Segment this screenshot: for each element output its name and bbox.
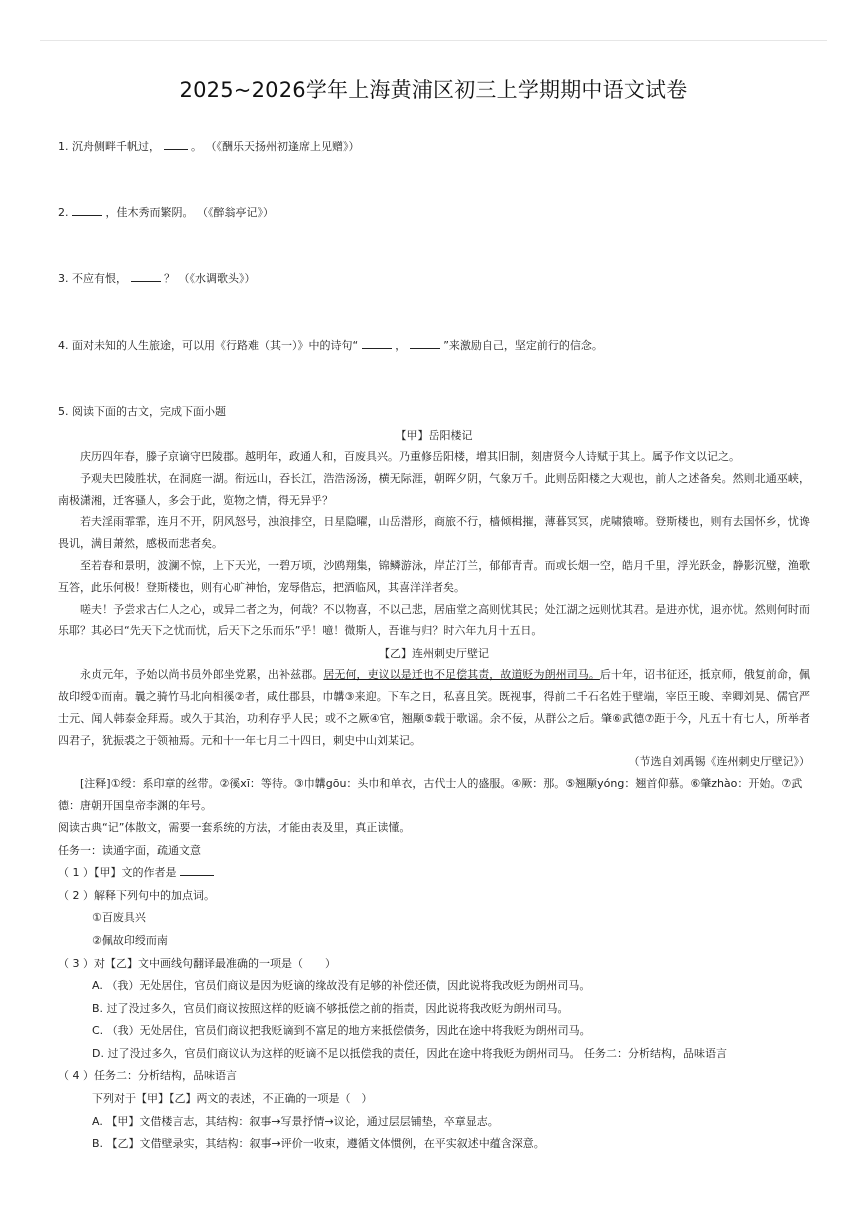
question-3: 3. 不应有恨， ？ （《水调歌头》）: [58, 272, 256, 285]
passage-paragraph: 永贞元年，予始以尚书员外郎坐党累，出补兹郡。居无何，吏议以是迁也不足偿其责，故道贬为朗州司马。后十年，诏书征还，抵京师，俄复前命，佩故印绶①而南。曩之骑竹马北向相徯②者，咸仕郡县，巾韝③来迎。下车之日，私喜且笑。既视事，得前二千石名姓于壁端，宰臣王晙、幸卿刘晃、儒官严士元、闻人韩泰金拜焉。或久于其治，功利存乎人民；或不之厥④官，翘颙⑤载于歌谣。余不佞，从群公之后。肇⑥武德⑦距于今，凡五十有七人，所举者四君子，犹振裘之于领袖焉。元和十一年七月二十四日，刺史中山刘某记。: [58, 668, 811, 747]
answer-blank[interactable]: [410, 348, 440, 349]
task-text: 任务一：读通字面，疏通文意: [58, 843, 201, 857]
passage-yi-title: 【乙】连州刺史厅壁记: [379, 647, 489, 661]
option-d[interactable]: D. 过了没过多久，官员们商议认为这样的贬谪不足以抵偿我的责任，因此在途中将我贬为朗州司马。 任务二：分析结构，品味语言: [92, 1046, 727, 1060]
sub-question-4: （ 4 ）任务二：分析结构，品味语言: [58, 1069, 237, 1083]
sub-question-4-stem: 下列对于【甲】【乙】两文的表述，不正确的一项是（ ）: [92, 1092, 373, 1106]
page-title: 2025~2026学年上海黄浦区初三上学期期中语文试卷: [179, 78, 688, 102]
top-divider: [40, 40, 827, 41]
question-5: [58, 425, 810, 1156]
sub-question-3: （ 3 ）对【乙】文中画线句翻译最准确的一项是（ ）: [58, 956, 336, 970]
option-b[interactable]: B. 【乙】文借壁录实，其结构：叙事→评价一收束，遵循文体惯例，在平实叙述中蕴含深意。: [92, 1137, 545, 1151]
passage-paragraph: 庆历四年春，滕子京谪守巴陵郡。越明年，政通人和，百废具兴。乃重修岳阳楼，增其旧制，刻唐贤今人诗赋于其上。属予作文以记之。: [80, 450, 740, 463]
underlined-sentence: 居无何，吏议以是迁也不足偿其责，故道贬为朗州司马。: [323, 668, 600, 682]
sub-question-2-item: ①百废具兴: [92, 911, 146, 925]
passage-jia-title: 【甲】岳阳楼记: [395, 429, 473, 442]
answer-blank[interactable]: [131, 281, 161, 282]
option-a[interactable]: A. 【甲】文借楼言志，其结构：叙事→写景抒情→议论，通过层层铺垫，卒章显志。: [92, 1114, 499, 1128]
option-a[interactable]: A. （我）无处居住，官员们商议是因为贬谪的缘故没有足够的补偿还债，因此说将我改贬为朗州司马。: [92, 979, 591, 993]
passage-paragraph: 嗟夫！予尝求古仁人之心，或异二者之为，何哉？不以物喜，不以己悲，居庙堂之高则忧其民；处江湖之远则忧其君。是进亦忧，退亦忧。然则何时而乐耶？其必曰“先天下之忧而忧，后天下之乐而乐”乎！噫！微斯人，吾谁与归？时六年九月十五日。: [58, 602, 810, 638]
passage-paragraph: 若夫淫雨霏霏，连月不开，阴风怒号，浊浪排空，日星隐曜，山岳潜形，商旅不行，樯倾楫摧，薄暮冥冥，虎啸猿啼。登斯楼也，则有去国怀乡，忧谗畏讥，满目萧然，感极而悲者矣。: [58, 515, 810, 551]
passage-paragraph: 予观夫巴陵胜状，在洞庭一湖。衔远山，吞长江，浩浩汤汤，横无际涯，朝晖夕阴，气象万千。此则岳阳楼之大观也，前人之述备矣。然则北通巫峡，南极潇湘，迁客骚人，多会于此，览物之情，得无异乎？: [58, 471, 810, 507]
option-c[interactable]: C. （我）无处居住，官员们商议把我贬谪到不富足的地方来抵偿债务，因此在途中将我贬为朗州司马。: [92, 1024, 591, 1038]
question-1: 1. 沉舟侧畔千帆过， 。 （《酬乐天扬州初逢席上见赠》）: [58, 140, 360, 153]
answer-blank[interactable]: [180, 875, 214, 876]
answer-blank[interactable]: [164, 149, 188, 150]
question-4: 4. 面对未知的人生旅途，可以用《行路难（其一）》中的诗句“ ， ”来激励自己，坚定前行的信念。: [58, 339, 603, 352]
sub-question-2-item: ②佩故印绶而南: [92, 933, 168, 947]
question-2: 2. ，佳木秀而繁阴。 （《醉翁亭记》）: [58, 206, 274, 219]
sub-question-2: （ 2 ）解释下列句中的加点词。: [58, 888, 215, 902]
option-b[interactable]: B. 过了没过多久，官员们商议按照这样的贬谪不够抵偿之前的指责，因此说将我改贬为朗州司马。: [92, 1001, 569, 1015]
passage-source: （节选自刘禹锡《连州刺史厅壁记》）: [628, 755, 810, 769]
passage-paragraph: 至若春和景明，波澜不惊，上下天光，一碧万顷，沙鸥翔集，锦鳞游泳，岸芷汀兰，郁郁青青。而或长烟一空，皓月千里，浮光跃金，静影沉璧，渔歌互答，此乐何极！登斯楼也，则有心旷神怡，宠辱偕忘，把酒临风，其喜洋洋者矣。: [58, 558, 810, 594]
answer-blank[interactable]: [362, 348, 392, 349]
task-text: 阅读古典“记”体散文，需要一套系统的方法，才能由表及里，真正读懂。: [58, 820, 411, 834]
sub-question-1: （ 1 ）【甲】文的作者是: [58, 862, 810, 885]
annotation: [注释]①绶：系印章的丝带。②徯xī：等待。③巾韝gōu：头巾和单衣，古代士人的盛服。④厥：那。⑤翘颙yóng：翘首仰慕。⑥肇zhào：开始。⑦武德：唐朝开国皇帝李渊的年号。: [58, 777, 803, 813]
question-5-intro: 5. 阅读下面的古文，完成下面小题: [58, 405, 226, 418]
answer-blank[interactable]: [72, 215, 102, 216]
